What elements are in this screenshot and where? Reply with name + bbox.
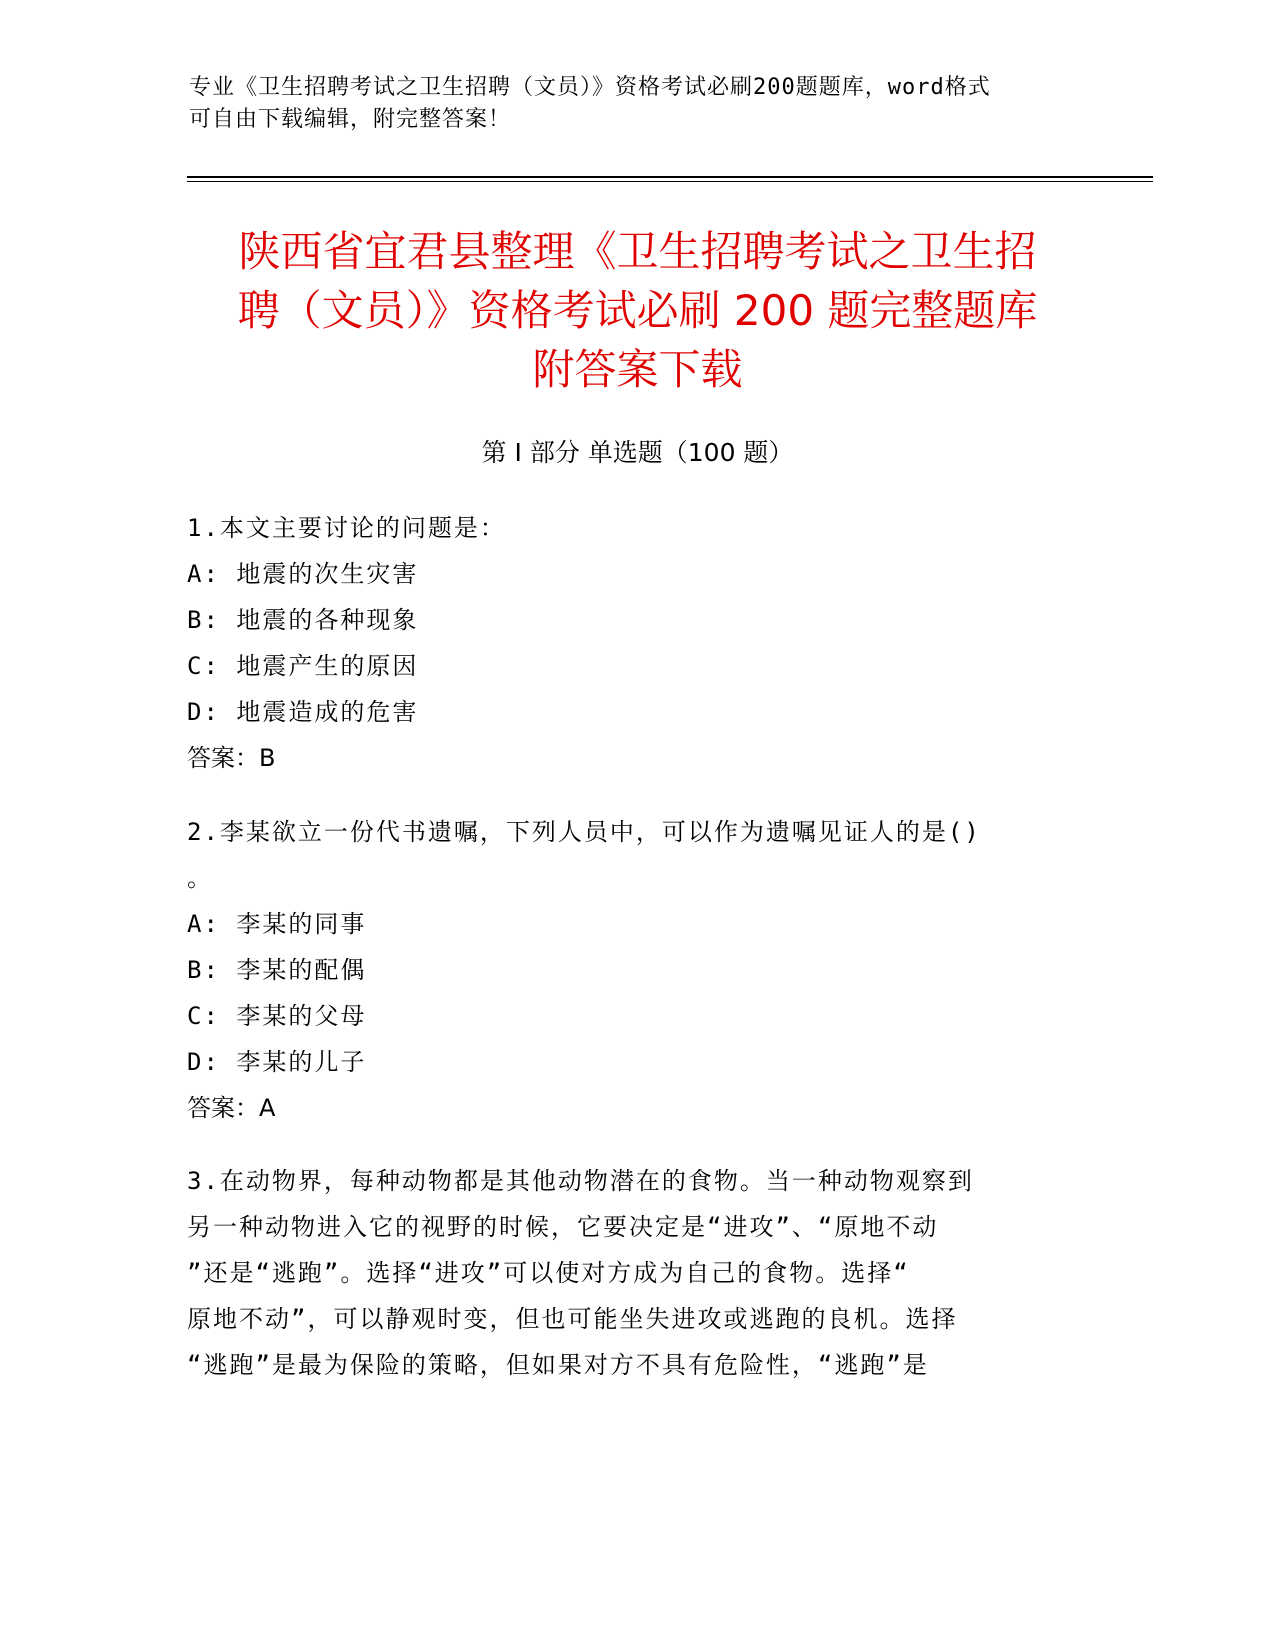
option-a: A: 李某的同事 — [187, 910, 367, 938]
option-d: D: 地震造成的危害 — [187, 698, 419, 726]
question-stem: “逃跑”是最为保险的策略，但如果对方不具有危险性，“逃跑”是 — [187, 1351, 929, 1379]
option-c: C: 地震产生的原因 — [187, 652, 419, 680]
question-2 — [187, 809, 1067, 1131]
header-rule-thin — [187, 181, 1153, 182]
answer: 答案：A — [187, 1094, 276, 1122]
section-title: 第 I 部分 单选题（100 题） — [481, 438, 794, 467]
title-line: 陕西省宜君县整理《卫生招聘考试之卫生招 — [238, 227, 1037, 276]
question-stem: 2.李某欲立一份代书遗嘱，下列人员中，可以作为遗嘱见证人的是() — [187, 818, 981, 846]
header-note — [189, 72, 1069, 136]
option-d: D: 李某的儿子 — [187, 1048, 367, 1076]
question-stem: 原地不动”，可以静观时变，但也可能坐失进攻或逃跑的良机。选择 — [187, 1305, 958, 1333]
title-line: 附答案下载 — [532, 345, 743, 394]
question-stem-continuation: 。 — [187, 864, 213, 892]
header-note-line: 可自由下载编辑，附完整答案！ — [189, 107, 512, 132]
question-3 — [187, 1158, 1067, 1388]
question-stem: 3.在动物界，每种动物都是其他动物潜在的食物。当一种动物观察到 — [187, 1167, 974, 1195]
header-rule-thick — [187, 176, 1153, 178]
document-title — [170, 222, 1105, 399]
question-stem: 1.本文主要讨论的问题是： — [187, 514, 506, 542]
question-stem: 另一种动物进入它的视野的时候，它要决定是“进攻”、“原地不动 — [187, 1213, 939, 1241]
title-line: 聘（文员）》资格考试必刷 200 题完整题库 — [237, 286, 1038, 335]
option-a: A: 地震的次生灾害 — [187, 560, 419, 588]
option-b: B: 地震的各种现象 — [187, 606, 419, 634]
answer: 答案：B — [187, 744, 276, 772]
question-stem: ”还是“逃跑”。选择“进攻”可以使对方成为自己的食物。选择“ — [187, 1259, 910, 1287]
header-note-line: 专业《卫生招聘考试之卫生招聘（文员）》资格考试必刷200题题库，word格式 — [189, 75, 991, 100]
question-1 — [187, 505, 1067, 781]
option-b: B: 李某的配偶 — [187, 956, 367, 984]
option-c: C: 李某的父母 — [187, 1002, 367, 1030]
